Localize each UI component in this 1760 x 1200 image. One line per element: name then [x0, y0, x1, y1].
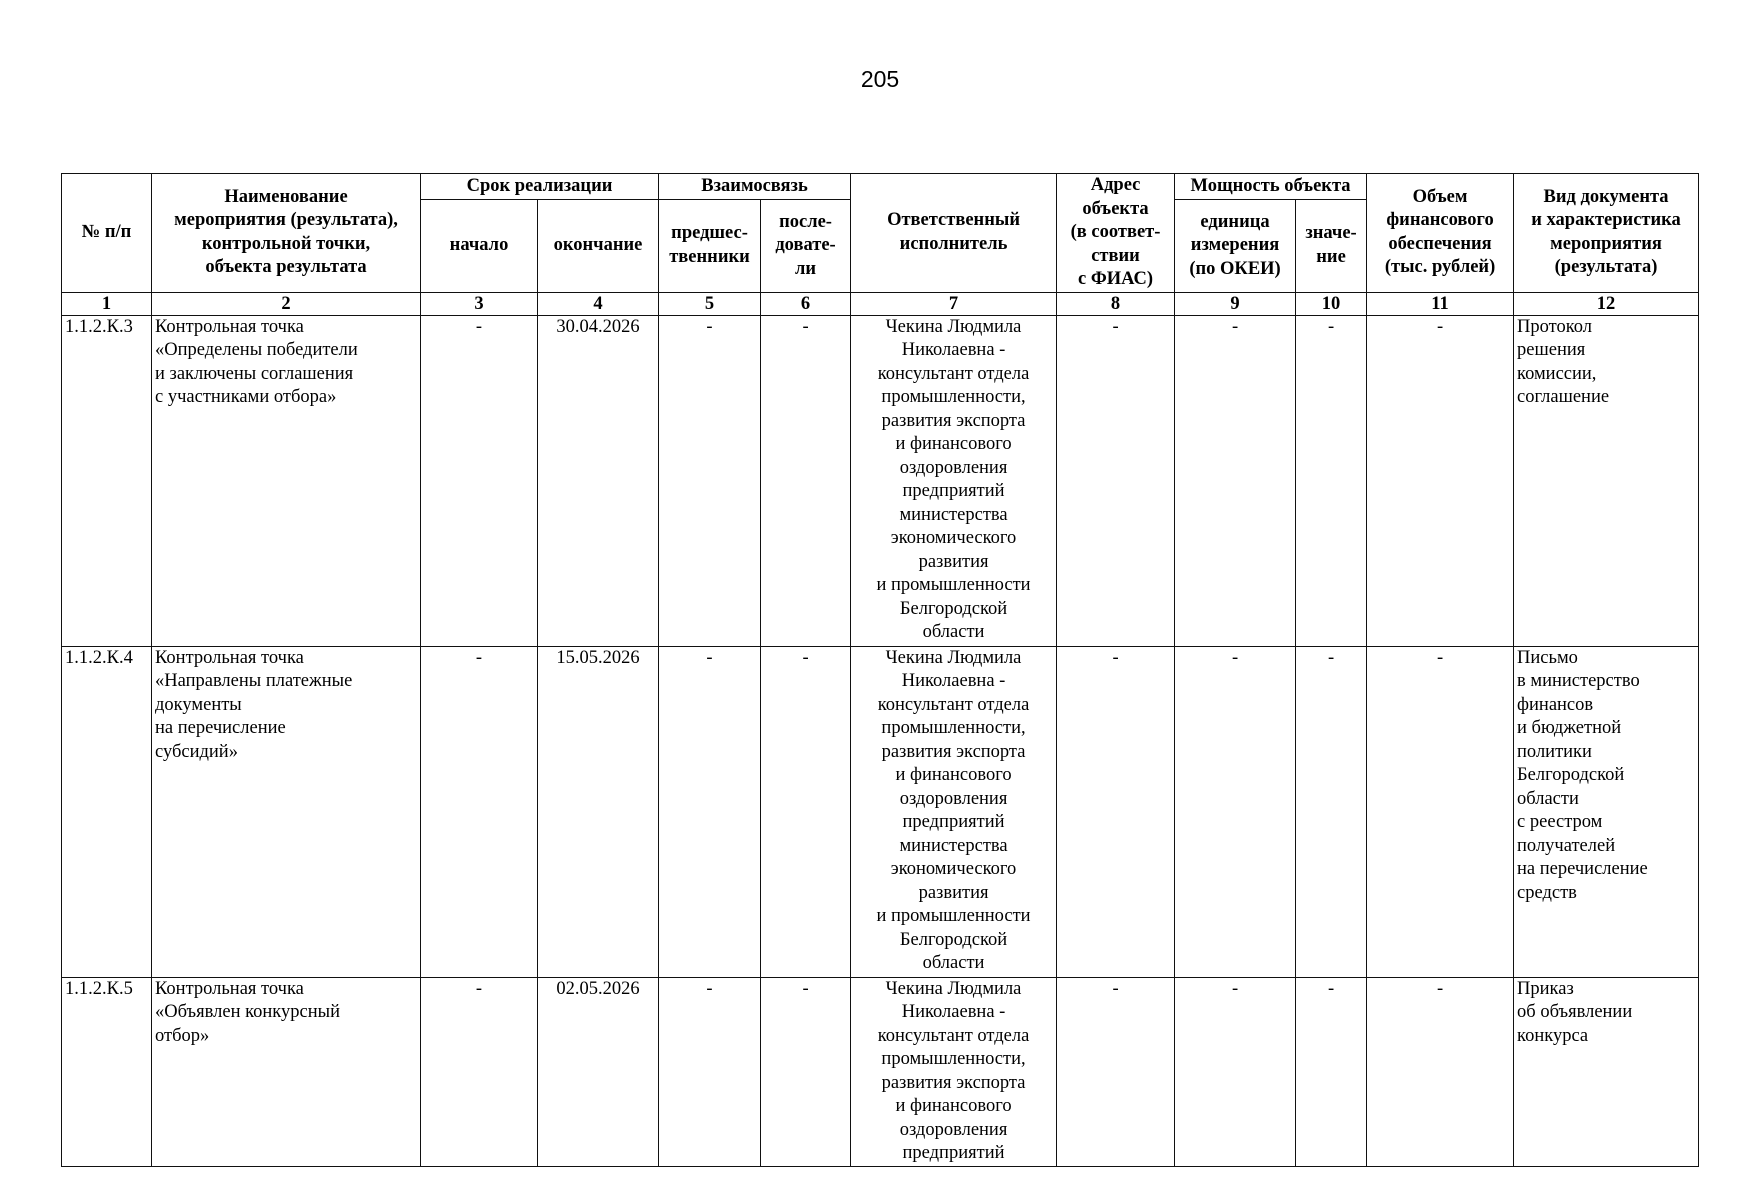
column-number: 11	[1367, 292, 1514, 315]
header-start: начало	[421, 200, 538, 292]
table-row	[62, 315, 1699, 646]
cell-end: 02.05.2026	[538, 977, 659, 1166]
cell-predecessors: -	[659, 646, 761, 977]
header-number: № п/п	[62, 174, 152, 293]
cell-executor: Чекина Людмила Николаевна - консультант отдела промышленности, развития экспорта и финансового оздоровления предприятий министерства экономического развития и промышленности Белгородской области	[851, 646, 1057, 977]
cell-start: -	[421, 315, 538, 646]
cell-address: -	[1057, 646, 1175, 977]
header-end: окончание	[538, 200, 659, 292]
header-unit: единица измерения (по ОКЕИ)	[1175, 200, 1296, 292]
column-number: 12	[1514, 292, 1699, 315]
cell-start: -	[421, 977, 538, 1166]
cell-unit: -	[1175, 315, 1296, 646]
cell-end: 30.04.2026	[538, 315, 659, 646]
header-group-capacity: Мощность объекта	[1175, 174, 1367, 200]
column-number: 1	[62, 292, 152, 315]
activity-plan-table	[61, 173, 1699, 1167]
cell-finance: -	[1367, 646, 1514, 977]
cell-successors: -	[761, 977, 851, 1166]
header-row-group	[62, 174, 1699, 200]
header-finance: Объем финансового обеспечения (тыс. рублей)	[1367, 174, 1514, 293]
cell-value: -	[1296, 646, 1367, 977]
cell-value: -	[1296, 977, 1367, 1166]
cell-code: 1.1.2.К.5	[62, 977, 152, 1166]
cell-executor: Чекина Людмила Николаевна - консультант отдела промышленности, развития экспорта и финансового оздоровления предприятий	[851, 977, 1057, 1166]
header-group-period: Срок реализации	[421, 174, 659, 200]
cell-unit: -	[1175, 977, 1296, 1166]
cell-code: 1.1.2.К.3	[62, 315, 152, 646]
cell-predecessors: -	[659, 977, 761, 1166]
column-number: 3	[421, 292, 538, 315]
cell-activity-name: Контрольная точка «Определены победители и заключены соглашения с участниками отбора»	[152, 315, 421, 646]
table-row	[62, 646, 1699, 977]
cell-successors: -	[761, 646, 851, 977]
header-predecessors: предшес- твенники	[659, 200, 761, 292]
cell-successors: -	[761, 315, 851, 646]
header-successors: после- довате- ли	[761, 200, 851, 292]
column-number: 10	[1296, 292, 1367, 315]
header-address: Адрес объекта (в соответ- ствии с ФИАС)	[1057, 174, 1175, 293]
cell-document: Приказ об объявлении конкурса	[1514, 977, 1699, 1166]
cell-end: 15.05.2026	[538, 646, 659, 977]
cell-predecessors: -	[659, 315, 761, 646]
column-number: 4	[538, 292, 659, 315]
column-number: 9	[1175, 292, 1296, 315]
header-group-relation: Взаимосвязь	[659, 174, 851, 200]
column-number: 2	[152, 292, 421, 315]
cell-address: -	[1057, 977, 1175, 1166]
cell-document: Письмо в министерство финансов и бюджетной политики Белгородской области с реестром получателей на перечисление средств	[1514, 646, 1699, 977]
table-row	[62, 977, 1699, 1166]
column-number: 7	[851, 292, 1057, 315]
column-number: 6	[761, 292, 851, 315]
cell-start: -	[421, 646, 538, 977]
cell-executor: Чекина Людмила Николаевна - консультант отдела промышленности, развития экспорта и финансового оздоровления предприятий министерства экономического развития и промышленности Белгородской области	[851, 315, 1057, 646]
header-executor: Ответственный исполнитель	[851, 174, 1057, 293]
page-number: 205	[860, 66, 900, 92]
cell-document: Протокол решения комиссии, соглашение	[1514, 315, 1699, 646]
column-number: 8	[1057, 292, 1175, 315]
column-number-row	[62, 292, 1699, 315]
cell-finance: -	[1367, 315, 1514, 646]
header-document: Вид документа и характеристика мероприятия (результата)	[1514, 174, 1699, 293]
cell-address: -	[1057, 315, 1175, 646]
column-number: 5	[659, 292, 761, 315]
cell-value: -	[1296, 315, 1367, 646]
cell-code: 1.1.2.К.4	[62, 646, 152, 977]
cell-activity-name: Контрольная точка «Направлены платежные документы на перечисление субсидий»	[152, 646, 421, 977]
cell-activity-name: Контрольная точка «Объявлен конкурсный отбор»	[152, 977, 421, 1166]
cell-unit: -	[1175, 646, 1296, 977]
header-value: значе- ние	[1296, 200, 1367, 292]
header-activity-name: Наименование мероприятия (результата), контрольной точки, объекта результата	[152, 174, 421, 293]
cell-finance: -	[1367, 977, 1514, 1166]
